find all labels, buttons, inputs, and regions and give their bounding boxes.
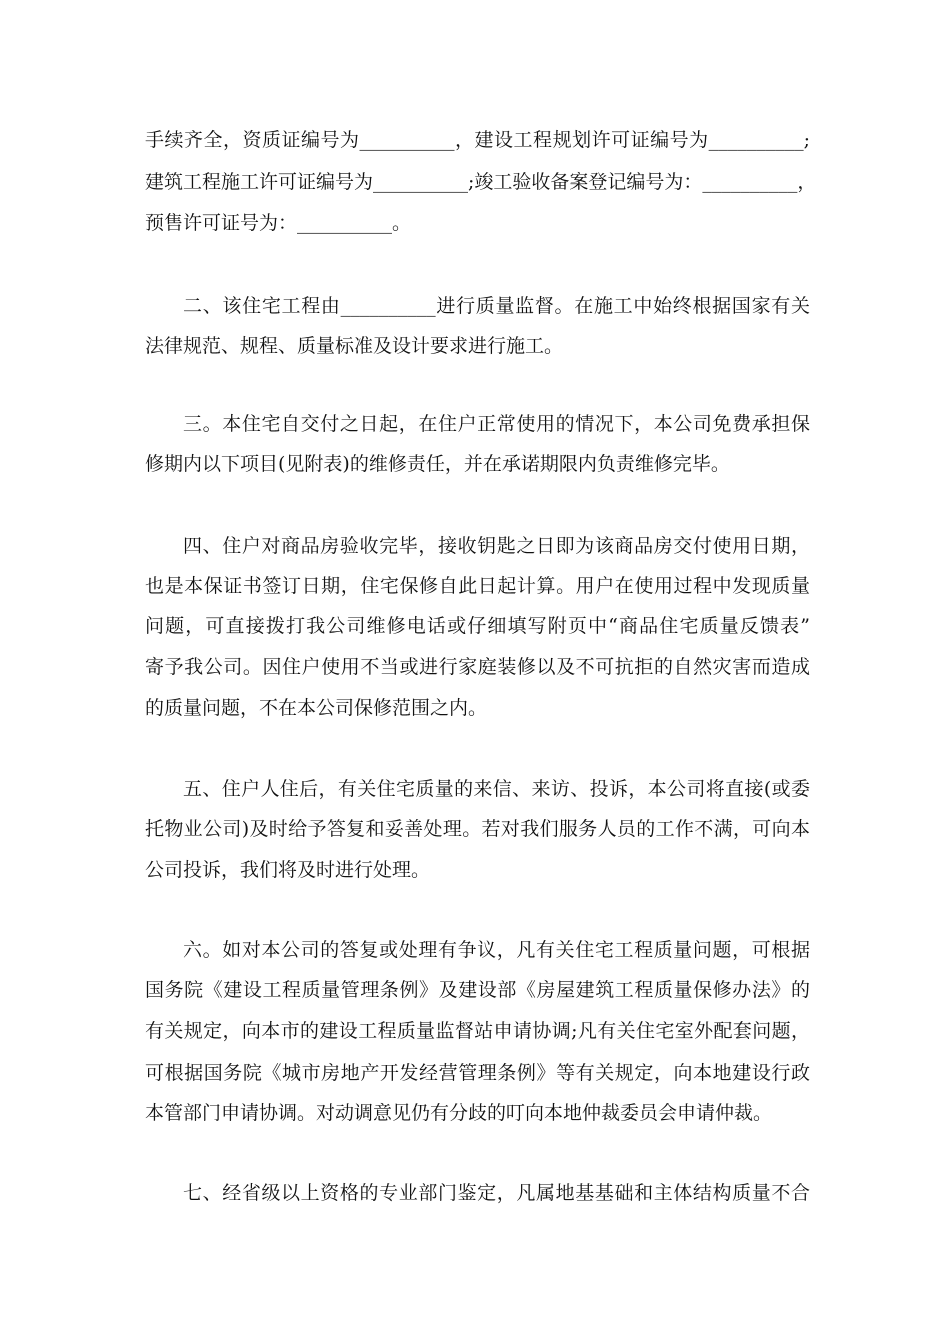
paragraph-5-line-1: 五、住户人住后，有关住宅质量的来信、来访、投诉，本公司将直接(或委 — [183, 778, 810, 800]
paragraph-4-line-1: 四、住户对商品房验收完毕，接收钥匙之日即为该商品房交付使用日期， — [183, 535, 810, 557]
paragraph-1-line-1: 手续齐全，资质证编号为__________，建设工程规划许可证编号为__________; — [145, 129, 810, 151]
paragraph-3-line-2: 修期内以下项目(见附表)的维修责任，并在承诺期限内负责维修完毕。 — [145, 453, 730, 475]
paragraph-5-line-2: 托物业公司)及时给予答复和妥善处理。若对我们服务人员的工作不满，可向本 — [145, 818, 810, 840]
paragraph-4-line-5: 的质量问题，不在本公司保修范围之内。 — [145, 697, 488, 719]
paragraph-4-line-4: 寄予我公司。因住户使用不当或进行家庭装修以及不可抗拒的自然灾害而造成 — [145, 656, 810, 678]
paragraph-3-line-1: 三。本住宅自交付之日起，在住户正常使用的情况下，本公司免费承担保 — [183, 413, 810, 435]
paragraph-6-line-1: 六。如对本公司的答复或处理有争议，凡有关住宅工程质量问题，可根据 — [183, 939, 810, 961]
paragraph-1-line-3: 预售许可证号为：__________。 — [145, 212, 412, 234]
paragraph-6-line-3: 有关规定，向本市的建设工程质量监督站申请协调;凡有关住宅室外配套问题， — [145, 1020, 810, 1042]
paragraph-6-line-2: 国务院《建设工程质量管理条例》及建设部《房屋建筑工程质量保修办法》的 — [145, 979, 810, 1001]
paragraph-2-line-1: 二、该住宅工程由__________进行质量监督。在施工中始终根据国家有关 — [183, 295, 810, 317]
paragraph-5-line-3: 公司投诉，我们将及时进行处理。 — [145, 859, 431, 881]
paragraph-6-line-5: 本管部门申请协调。对动调意见仍有分歧的叮向本地仲裁委员会申请仲裁。 — [145, 1102, 773, 1124]
paragraph-7-line-1: 七、经省级以上资格的专业部门鉴定，凡属地基基础和主体结构质量不合 — [183, 1182, 810, 1204]
paragraph-1-line-2: 建筑工程施工许可证编号为__________;竣工验收备案登记编号为：__________， — [145, 171, 817, 193]
paragraph-4-line-3: 问题，可直接拨打我公司维修电话或仔细填写附页中“商品住宅质量反馈表” — [145, 615, 810, 637]
paragraph-6-line-4: 可根据国务院《城市房地产开发经营管理条例》等有关规定，向本地建设行政 — [145, 1062, 810, 1084]
paragraph-4-line-2: 也是本保证书签订日期，住宅保修自此日起计算。用户在使用过程中发现质量 — [145, 575, 810, 597]
paragraph-2-line-2: 法律规范、规程、质量标准及设计要求进行施工。 — [145, 335, 564, 357]
